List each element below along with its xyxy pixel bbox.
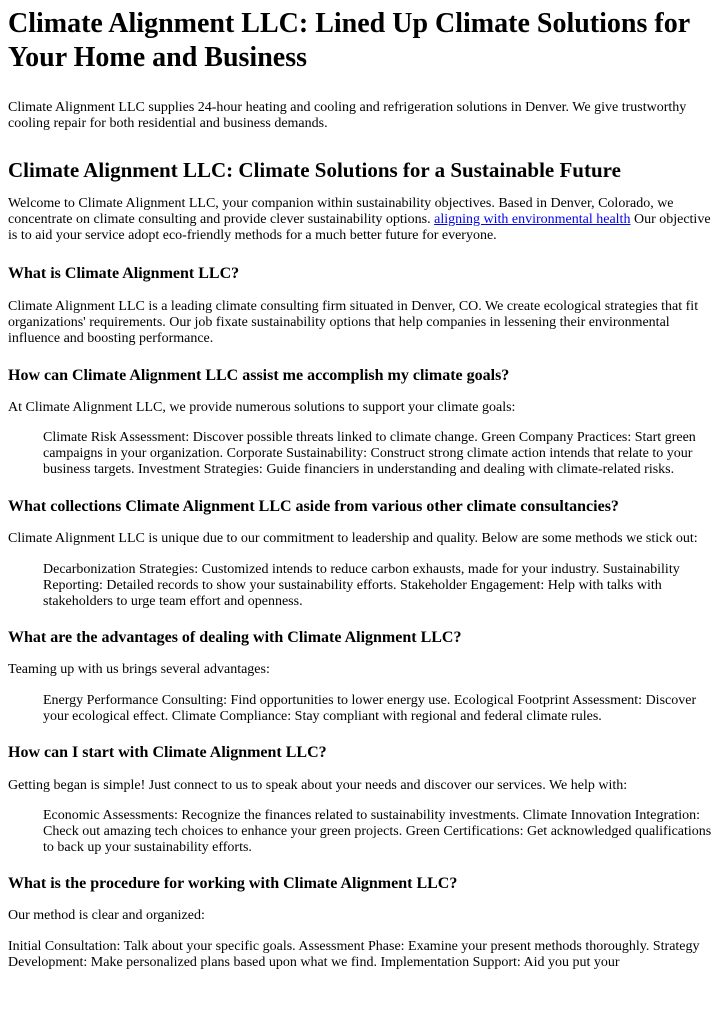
heading-what-sets-apart: What collections Climate Alignment LLC aside from various other climate consultancies? bbox=[8, 498, 619, 515]
page-title: Climate Alignment LLC: Lined Up Climate Solutions for Your Home and Business bbox=[8, 8, 690, 73]
sets-apart-paragraph: Climate Alignment LLC is unique due to our commitment to leadership and quality. Below are some methods we stick out: bbox=[8, 531, 698, 546]
advantages-quote: Energy Performance Consulting: Find opportunities to lower energy use. Ecological Footprint Assessment: Discover your ecological effect. Climate Compliance: Stay compliant with regional and federal climate rules. bbox=[43, 693, 697, 724]
welcome-text-after: Our objective is to aid your service adopt eco-friendly methods for a much better future for everyone. bbox=[8, 212, 711, 243]
strategies-quote: Decarbonization Strategies: Customized intends to reduce carbon exhausts, made for your industry. Sustainability Reporting: Detailed records to show your sustainability efforts. Stakeholder Engagement: Help with talks with stakeholders to urge team effort and openness. bbox=[43, 562, 680, 609]
environmental-health-link[interactable]: aligning with environmental health bbox=[434, 212, 631, 227]
how-assist-paragraph: At Climate Alignment LLC, we provide numerous solutions to support your climate goals: bbox=[8, 400, 516, 415]
article bbox=[0, 7, 714, 971]
intro-paragraph: Climate Alignment LLC supplies 24-hour heating and cooling and refrigeration solutions in Denver. We give trustworthy cooling repair for both residential and business demands. bbox=[8, 100, 687, 131]
section-heading: Climate Alignment LLC: Climate Solutions for a Sustainable Future bbox=[8, 158, 621, 182]
procedure-paragraph: Our method is clear and organized: bbox=[8, 908, 205, 923]
heading-start: How can I start with Climate Alignment LLC? bbox=[8, 744, 327, 761]
procedure-steps-paragraph: Initial Consultation: Talk about your specific goals. Assessment Phase: Examine your present methods thoroughly. Strategy Development: Make personalized plans based upon what we find. Implementation Support: Aid you put your bbox=[8, 939, 700, 970]
heading-what-is: What is Climate Alignment LLC? bbox=[8, 265, 240, 282]
what-is-paragraph: Climate Alignment LLC is a leading climate consulting firm situated in Denver, CO. We create ecological strategies that fit organizations' requirements. Our job fixate sustainability options that help companies in lessening their environmental influence and boosting performance. bbox=[8, 299, 699, 346]
services-quote: Climate Risk Assessment: Discover possible threats linked to climate change. Green Company Practices: Start green campaigns in your organization. Corporate Sustainability: Construct strong climate action intends that relate to your business targets. Investment Strategies: Guide financiers in understanding and dealing with climate-related risks. bbox=[43, 430, 696, 477]
start-paragraph: Getting began is simple! Just connect to us to speak about your needs and discover our services. We help with: bbox=[8, 778, 628, 793]
assessments-quote: Economic Assessments: Recognize the finances related to sustainability investments. Climate Innovation Integration: Check out amazing tech choices to enhance your green projects. Green Certifications: Get acknowledged qualifications to back up your sustainability efforts. bbox=[43, 808, 712, 855]
heading-advantages: What are the advantages of dealing with Climate Alignment LLC? bbox=[8, 629, 462, 646]
advantages-paragraph: Teaming up with us brings several advantages: bbox=[8, 662, 270, 677]
heading-how-assist: How can Climate Alignment LLC assist me accomplish my climate goals? bbox=[8, 367, 510, 384]
welcome-paragraph bbox=[8, 196, 714, 244]
welcome-text-before: Welcome to Climate Alignment LLC, your companion within sustainability objectives. Based in Denver, Colorado, we concentrate on climate consulting and provide clever sustainability options. bbox=[8, 196, 674, 227]
heading-procedure: What is the procedure for working with Climate Alignment LLC? bbox=[8, 875, 458, 892]
